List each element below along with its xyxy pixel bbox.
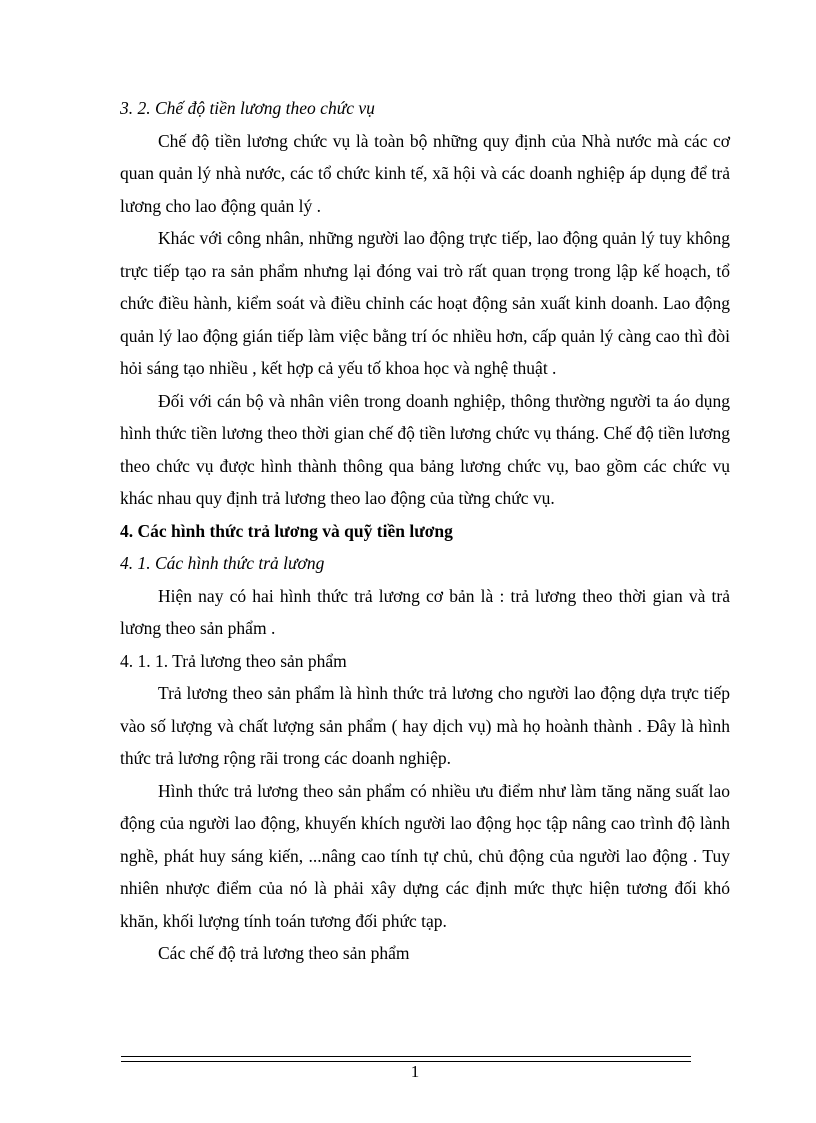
section-4-1-heading: 4. 1. Các hình thức trả lương <box>120 553 325 573</box>
paragraph-position-salary-definition: Chế độ tiền lương chức vụ là toàn bộ những quy định của Nhà nước mà các cơ quan quản lý nhà nước, các tổ chức kinh tế, xã hội và các doanh nghiệp áp dụng để trả lương cho lao động quản lý . <box>120 130 730 216</box>
section-3-2-heading: 3. 2. Chế độ tiền lương theo chức vụ <box>120 98 375 118</box>
section-4-heading: 4. Các hình thức trả lương và quỹ tiền lương <box>120 520 453 541</box>
page-number: 1 <box>410 1062 420 1081</box>
paragraph-piece-rate-advantages: Hình thức trả lương theo sản phẩm có nhiều ưu điểm như làm tăng năng suất lao động của người lao động, khuyến khích người lao động học tập nâng cao trình độ lành nghề, phát huy sáng kiến, ...nâng cao tính tự chủ, chủ động của người lao động . Tuy nhiên nhược điểm của nó là phải xây dựng các định mức thực hiện tương đối khó khăn, khối lượng tính toán tương đối phức tạp. <box>120 780 730 931</box>
section-4-1-1-heading: 4. 1. 1. Trả lương theo sản phẩm <box>120 650 347 671</box>
paragraph-two-payment-forms: Hiện nay có hai hình thức trả lương cơ bản là : trả lương theo thời gian và trả lương theo sản phẩm . <box>120 585 730 638</box>
document-body <box>120 92 730 970</box>
paragraph-piece-rate-definition: Trả lương theo sản phẩm là hình thức trả lương cho người lao động dựa trực tiếp vào số lượng và chất lượng sản phẩm ( hay dịch vụ) mà họ hoành thành . Đây là hình thức trả lương rộng rãi trong các doanh nghiệp. <box>120 683 730 768</box>
paragraph-management-labor-role: Khác với công nhân, những người lao động trực tiếp, lao động quản lý tuy không trực tiếp tạo ra sản phẩm nhưng lại đóng vai trò rất quan trọng trong lập kế hoạch, tổ chức điều hành, kiểm soát và điều chỉnh các hoạt động sản xuất kinh doanh. Lao động quản lý lao động gián tiếp làm việc bằng trí óc nhiều hơn, cấp quản lý càng cao thì đòi hỏi sáng tạo nhiều , kết hợp cả yếu tố khoa học và nghệ thuật . <box>120 228 730 378</box>
paragraph-staff-salary-scheme: Đối với cán bộ và nhân viên trong doanh nghiệp, thông thường người ta áo dụng hình thức tiền lương theo thời gian chế độ tiền lương chức vụ tháng. Chế độ tiền lương theo chức vụ được hình thành thông qua bảng lương chức vụ, bao gồm các chức vụ khác nhau quy định trả lương theo lao động của từng chức vụ. <box>120 390 730 508</box>
paragraph-piece-rate-regimes: Các chế độ trả lương theo sản phẩm <box>158 943 410 963</box>
